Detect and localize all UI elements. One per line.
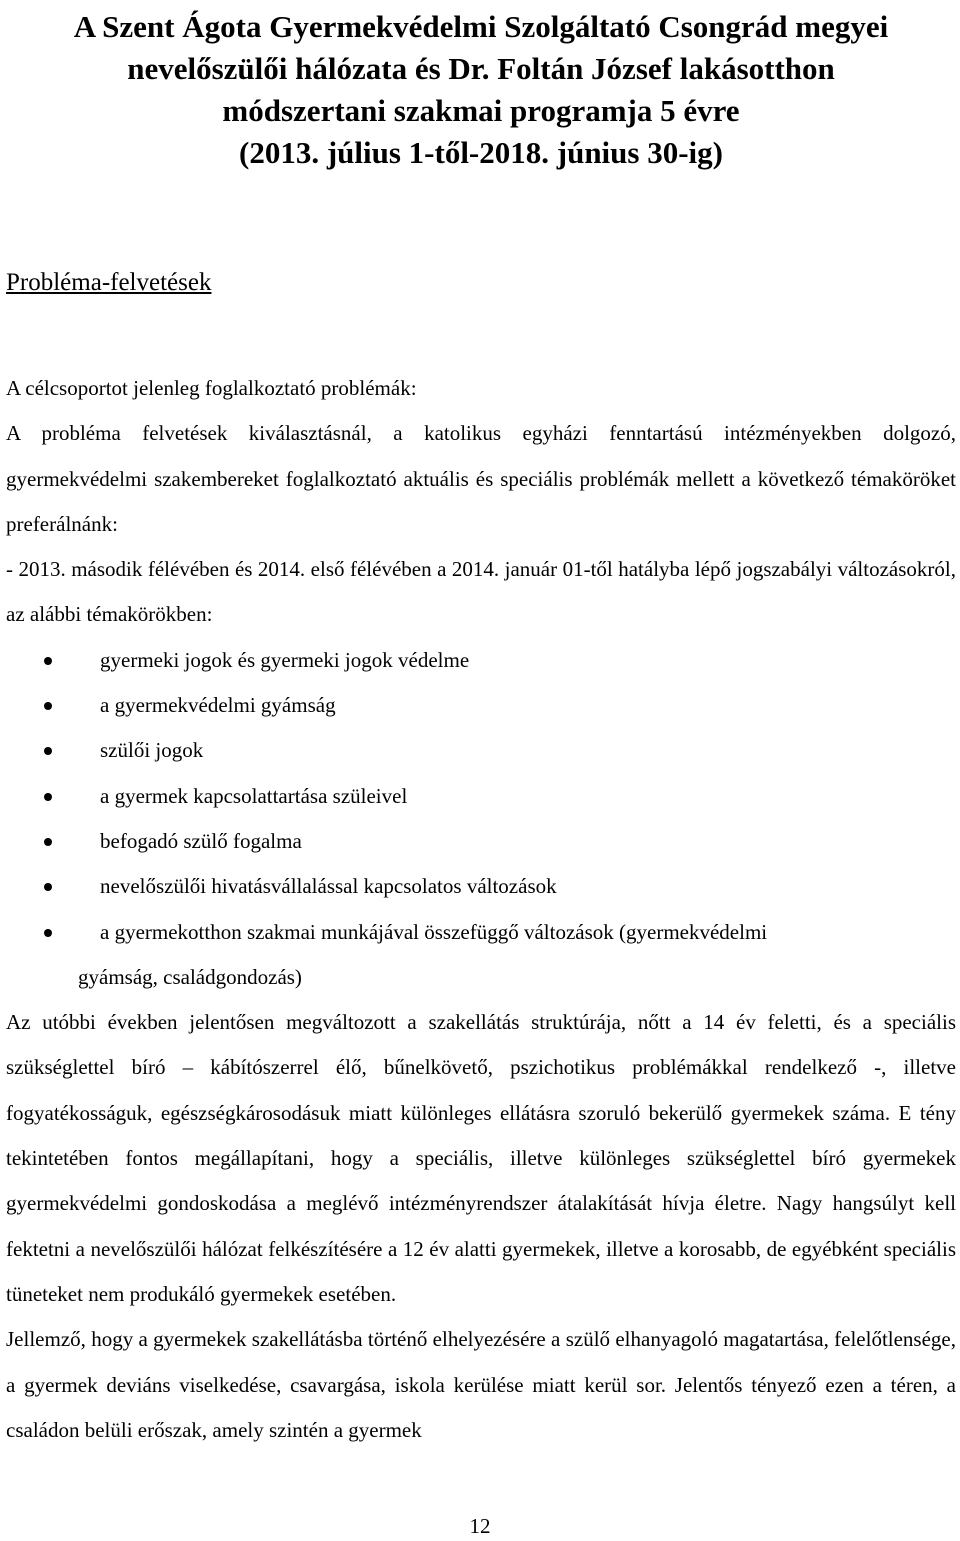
bullet-icon <box>44 657 52 665</box>
list-item-text: szülői jogok <box>100 738 204 763</box>
intro-paragraph: A probléma felvetések kiválasztásnál, a katolikus egyházi fenntartású intézményekben dolgozó, gyermekvédelmi szakembereket foglalkoztató aktuális és speciális problémák mellett a következő témaköröket preferálnánk: <box>6 421 956 536</box>
document-title <box>6 6 956 174</box>
list-item-text: nevelőszülői hivatásvállalással kapcsolatos változások <box>100 874 557 899</box>
list-item <box>6 819 956 864</box>
list-item-text: a gyermekvédelmi gyámság <box>100 693 336 718</box>
bullet-icon <box>44 838 52 846</box>
bullet-icon <box>44 747 52 755</box>
body-text <box>6 366 956 1453</box>
bullet-icon <box>44 793 52 801</box>
bullet-icon <box>44 883 52 891</box>
bullet-icon <box>44 702 52 710</box>
title-line-4: (2013. július 1-től-2018. június 30-ig) <box>239 135 723 170</box>
paragraph-placement-causes: Jellemző, hogy a gyermekek szakellátásba történő elhelyezésére a szülő elhanyagoló magatartása, felelőtlensége, a gyermek deviáns viselkedése, csavargása, iskola kerülése miatt kerül sor. Jelentős tényező ezen a téren, a családon belüli erőszak, amely szintén a gyermek <box>6 1327 956 1442</box>
list-item <box>6 638 956 683</box>
list-item <box>6 864 956 909</box>
list-item <box>6 728 956 773</box>
page-number: 12 <box>469 1514 491 1538</box>
list-item <box>6 774 956 819</box>
section-heading: Probléma-felvetések <box>6 269 212 296</box>
document-page <box>6 0 956 1442</box>
list-item-text: befogadó szülő fogalma <box>100 828 302 853</box>
list-item-text: gyermeki jogok és gyermeki jogok védelme <box>100 647 470 672</box>
title-line-1: A Szent Ágota Gyermekvédelmi Szolgáltató Csongrád megyei <box>73 9 889 44</box>
dash-paragraph: - 2013. második félévében és 2014. első félévében a 2014. január 01-től hatályba lépő jogszabályi változásokról, az alábbi témakörökben: <box>6 557 956 627</box>
list-item <box>6 910 956 1001</box>
subheading: A célcsoportot jelenleg foglalkoztató problémák: <box>6 376 417 400</box>
title-line-2: nevelőszülői hálózata és Dr. Foltán József lakásotthon <box>127 51 835 86</box>
bullet-icon <box>44 929 52 937</box>
list-item <box>6 683 956 728</box>
list-item-text: a gyermek kapcsolattartása szüleivel <box>100 783 408 808</box>
title-line-3: módszertani szakmai programja 5 évre <box>222 93 740 128</box>
topic-list <box>6 638 956 1000</box>
list-item-text-continued: gyámság, családgondozás) <box>78 964 302 989</box>
paragraph-structure-change: Az utóbbi években jelentősen megváltozott a szakellátás struktúrája, nőtt a 14 év feletti, és a speciális szükséglettel bíró – kábítószerrel élő, bűnelkövető, pszichotikus problémákkal rendelkező -, illetve fogyatékosságuk, egészségkárosodásuk miatt különleges ellátásra szoruló bekerülő gyermekek száma. E tény tekintetében fontos megállapítani, hogy a speciális, illetve különleges szükséglettel bíró gyermekek gyermekvédelmi gondoskodása a meglévő intézményrendszer átalakítását hívja életre. Nagy hangsúlyt kell fektetni a nevelőszülői hálózat felkészítésére a 12 év alatti gyermekek, illetve a korosabb, de egyébként speciális tüneteket nem produkáló gyermekek esetében. <box>6 1010 956 1306</box>
list-item-text: a gyermekotthon szakmai munkájával összefüggő változások (gyermekvédelmi <box>100 919 768 944</box>
